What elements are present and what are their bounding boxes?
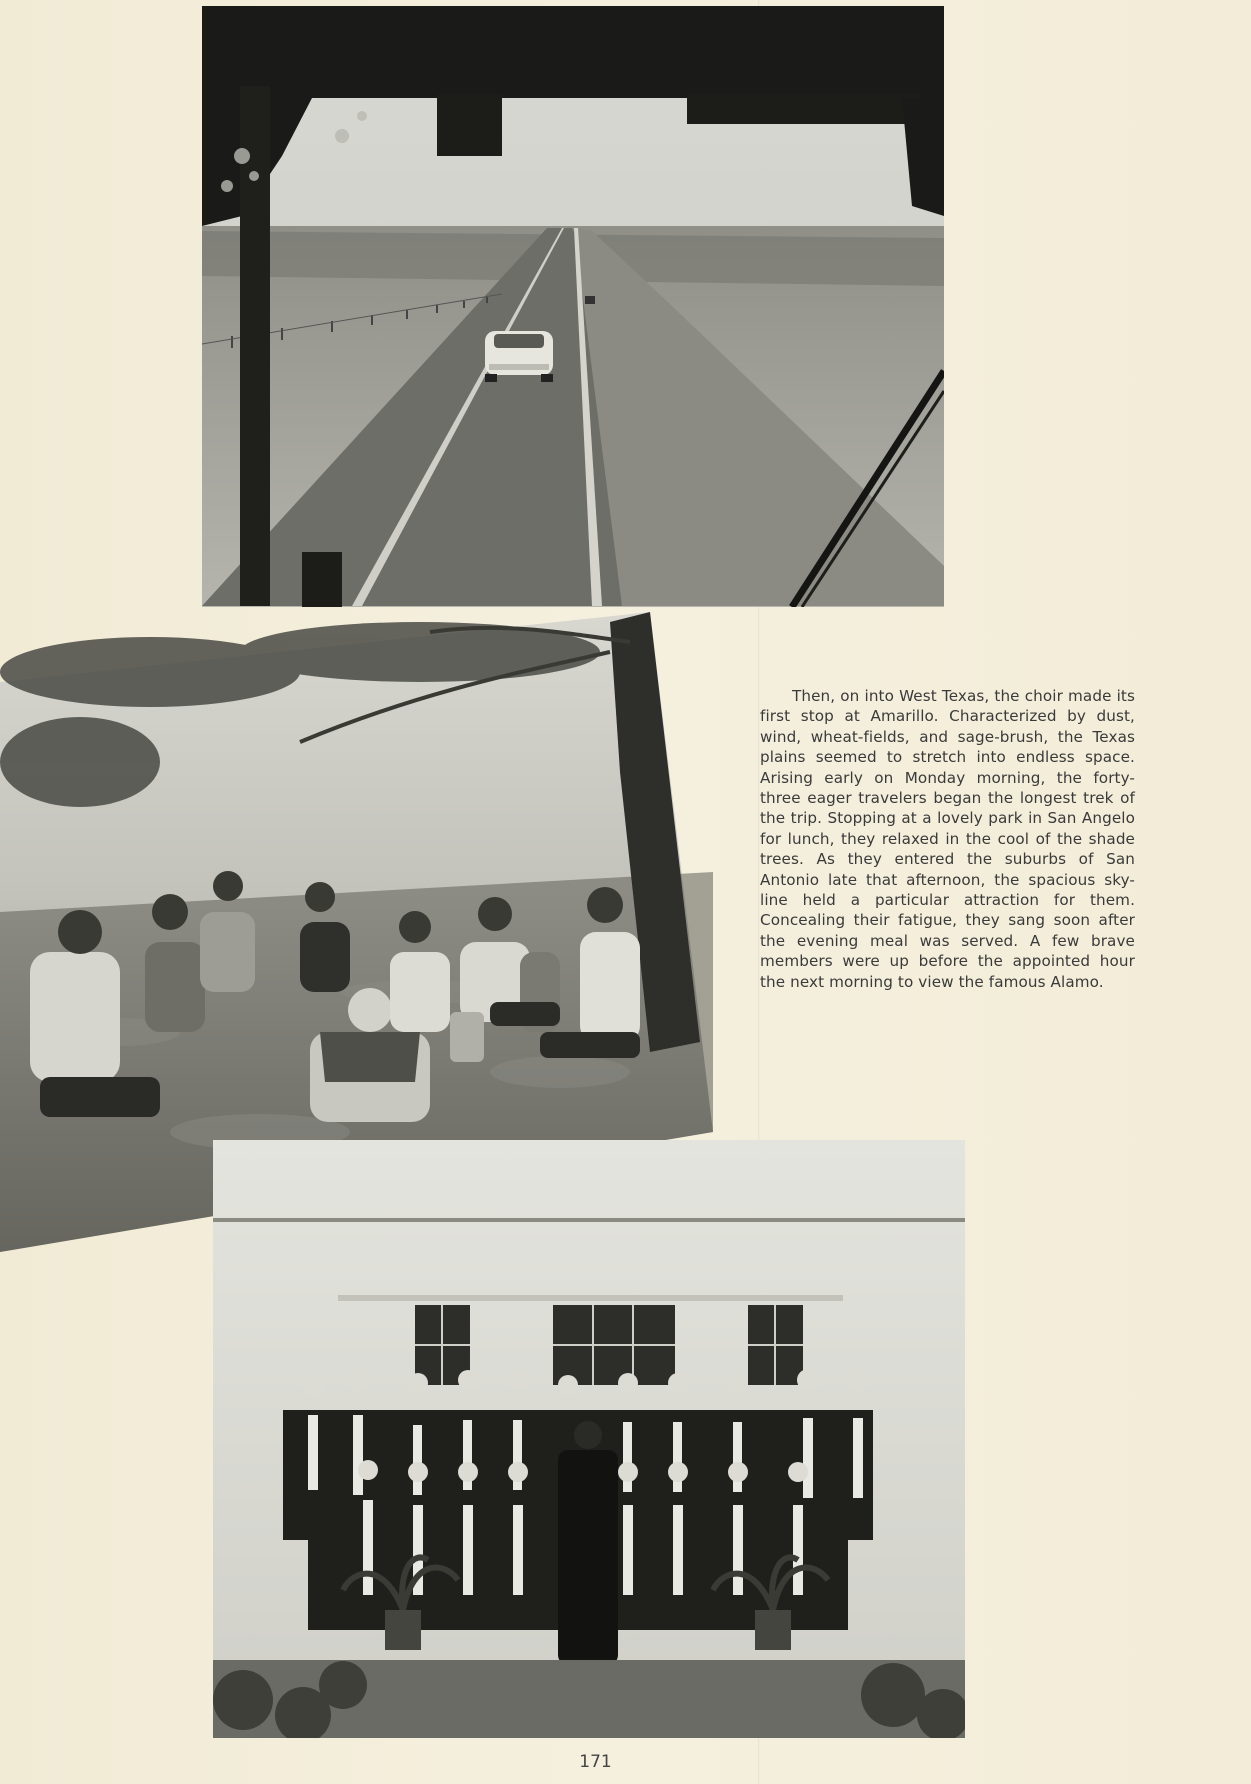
article-paragraph: Then, on into West Texas, the choir made its first stop at Amarillo. Characterized by dust, wind, wheat-fields, and sage-brush, the Texas plains seemed to stretch into endless space. Arising early on Monday morning, the forty-three eager travelers began the longest trek of the trip. Stopping at a lovely park in San Angelo for lunch, they relaxed in the cool of the shade trees. As they entered the suburbs of San Antonio late that afternoon, the spacious sky-line held a particular attraction for them. Concealing their fatigue, they sang soon after the evening meal was served. A few brave members were up before the appointed hour the next morning to view the famous Alamo. [760,687,1135,991]
page-number: 171 [579,1752,612,1772]
choir-photo [213,1140,965,1738]
choir-photo-image [213,1140,965,1738]
highway-photo-image [202,6,944,607]
highway-photo [202,6,944,607]
